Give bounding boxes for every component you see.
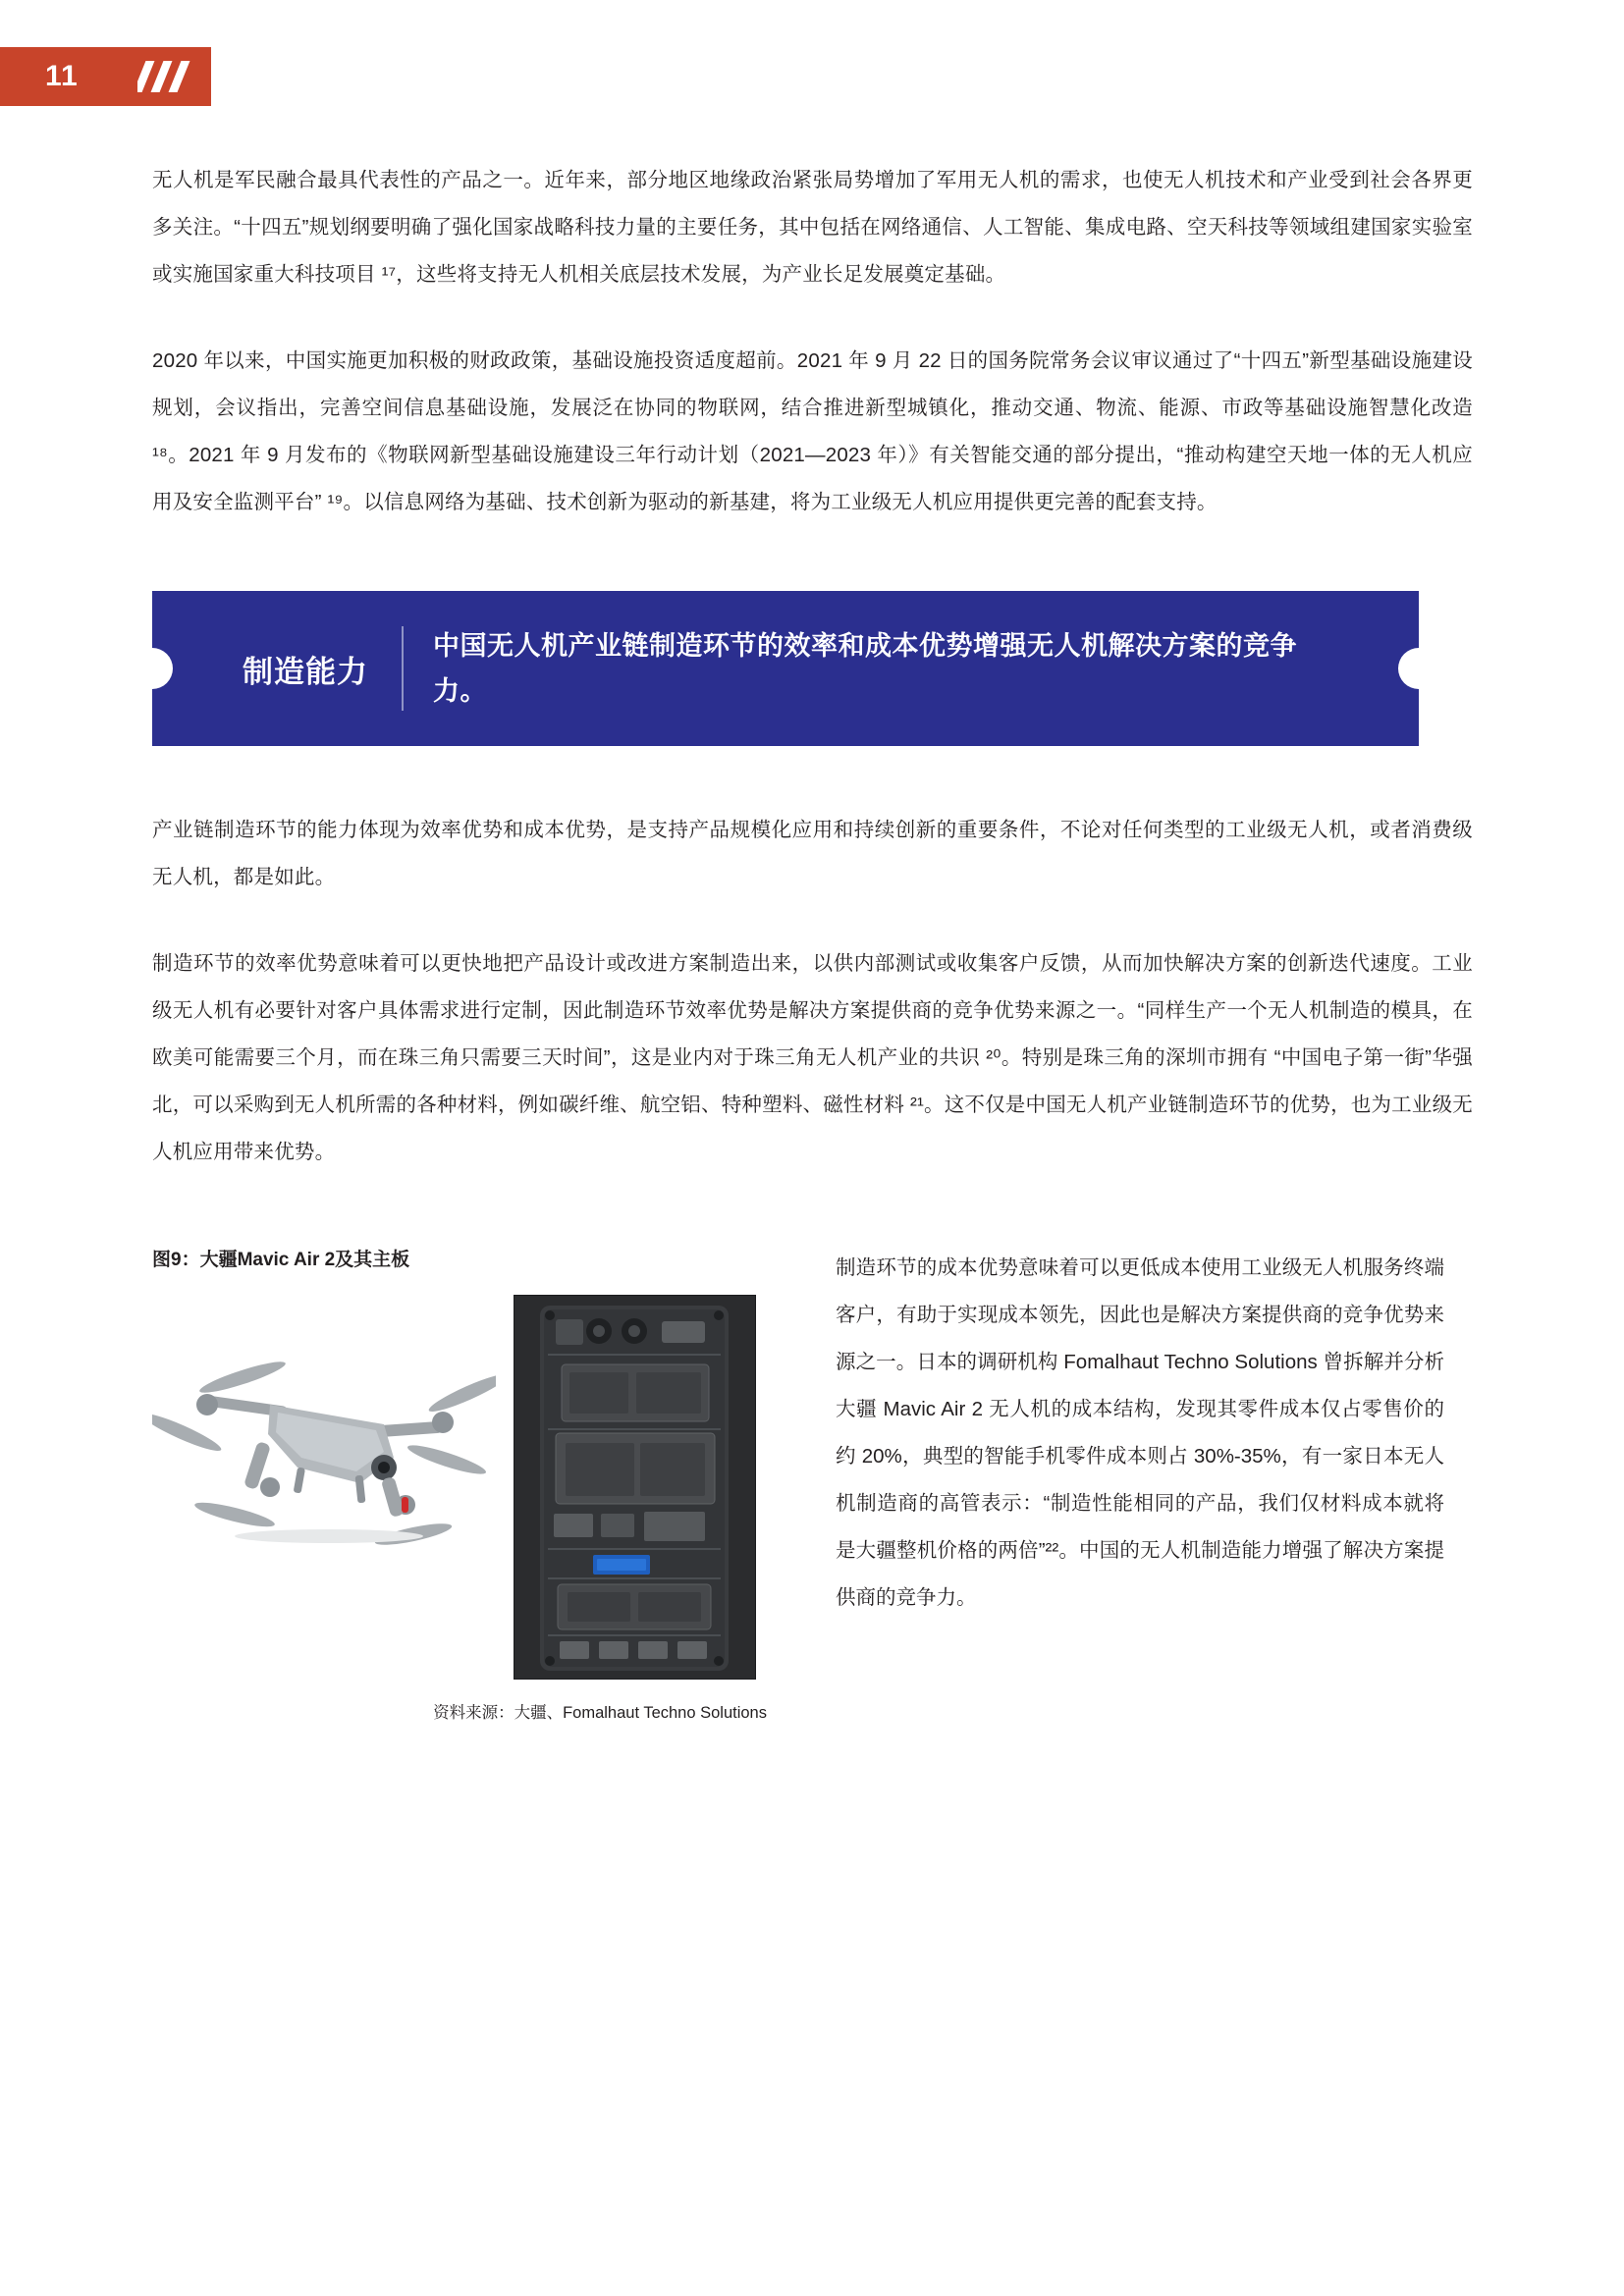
- callout-notch-left-icon: [132, 648, 173, 689]
- drone-mainboard-pcb-photo: [514, 1295, 756, 1680]
- figure-source: 资料来源：大疆、Fomalhaut Techno Solutions: [433, 1704, 767, 1722]
- slash-decoration-icon: [137, 47, 216, 106]
- paragraph-4: 制造环节的效率优势意味着可以更快地把产品设计或改进方案制造出来，以供内部测试或收集客户反馈，从而加快解决方案的创新迭代速度。工业级无人机有必要针对客户具体需求进行定制，因此制造环节效率优势是解决方案提供商的竞争优势来源之一。“同样生产一个无人机制造的模具，在欧美可能需要三个月，而在珠三角只需要三天时间”，这是业内对于珠三角无人机产业的共识 ²⁰。特别是珠三角的深圳市拥有 “中国电子第一街”华强北，可以采购到无人机所需的各种材料，例如碳纤维、航空铝、特种塑料、磁性材料 ²¹。这不仅是中国无人机产业链制造环节的优势，也为工业级无人机应用带来优势。: [152, 952, 1473, 1163]
- figure-title: 图9：大疆Mavic Air 2及其主板: [152, 1250, 410, 1270]
- callout-banner: [152, 591, 1419, 746]
- page-number: 11: [45, 60, 79, 92]
- callout-title: 制造能力: [243, 654, 368, 689]
- callout-text: 中国无人机产业链制造环节的效率和成本优势增强无人机解决方案的竞争力。: [433, 631, 1297, 706]
- paragraph-right: 制造环节的成本优势意味着可以更低成本使用工业级无人机服务终端客户，有助于实现成本领先，因此也是解决方案提供商的竞争优势来源之一。日本的调研机构 Fomalhaut Techno Solutions 曾拆解并分析大疆 Mavic Air 2 无人机的成本结构，发现其零件成本仅占零售价的约 20%，典型的智能手机零件成本则占 30%-35%，有一家日本无人机制造商的高管表示：“制造性能相同的产品，我们仅材料成本就将是大疆整机价格的两倍”²²。中国的无人机制造能力增强了解决方案提供商的竞争力。: [836, 1256, 1444, 1609]
- figure-and-text-row: [152, 1245, 1473, 1723]
- callout-notch-right-icon: [1398, 648, 1439, 689]
- figure-block: [152, 1245, 781, 1723]
- figure-images: [152, 1295, 781, 1680]
- page-header-banner: [0, 47, 211, 106]
- paragraph-3: 产业链制造环节的能力体现为效率优势和成本优势，是支持产品规模化应用和持续创新的重要条件，不论对任何类型的工业级无人机，或者消费级无人机，都是如此。: [152, 819, 1473, 888]
- callout-section: [152, 591, 1473, 746]
- page-content: [152, 157, 1473, 1723]
- right-text-column: [836, 1245, 1444, 1723]
- dji-mavic-air-2-drone-photo: [152, 1295, 496, 1560]
- callout-divider: [402, 626, 404, 711]
- paragraph-2: 2020 年以来，中国实施更加积极的财政政策，基础设施投资适度超前。2021 年 9 月 22 日的国务院常务会议审议通过了“十四五”新型基础设施建设规划，会议指出，完善空间信息基础设施，发展泛在协同的物联网，结合推进新型城镇化，推动交通、物流、能源、市政等基础设施智慧化改造 ¹⁸。2021 年 9 月发布的《物联网新型基础设施建设三年行动计划（2021—2023 年）》有关智能交通的部分提出，“推动构建空天地一体的无人机应用及安全监测平台” ¹⁹。以信息网络为基础、技术创新为驱动的新基建，将为工业级无人机应用提供更完善的配套支持。: [152, 349, 1473, 513]
- paragraph-1: 无人机是军民融合最具代表性的产品之一。近年来，部分地区地缘政治紧张局势增加了军用无人机的需求，也使无人机技术和产业受到社会各界更多关注。“十四五”规划纲要明确了强化国家战略科技力量的主要任务，其中包括在网络通信、人工智能、集成电路、空天科技等领域组建国家实验室或实施国家重大科技项目 ¹⁷，这些将支持无人机相关底层技术发展，为产业长足发展奠定基础。: [152, 169, 1473, 286]
